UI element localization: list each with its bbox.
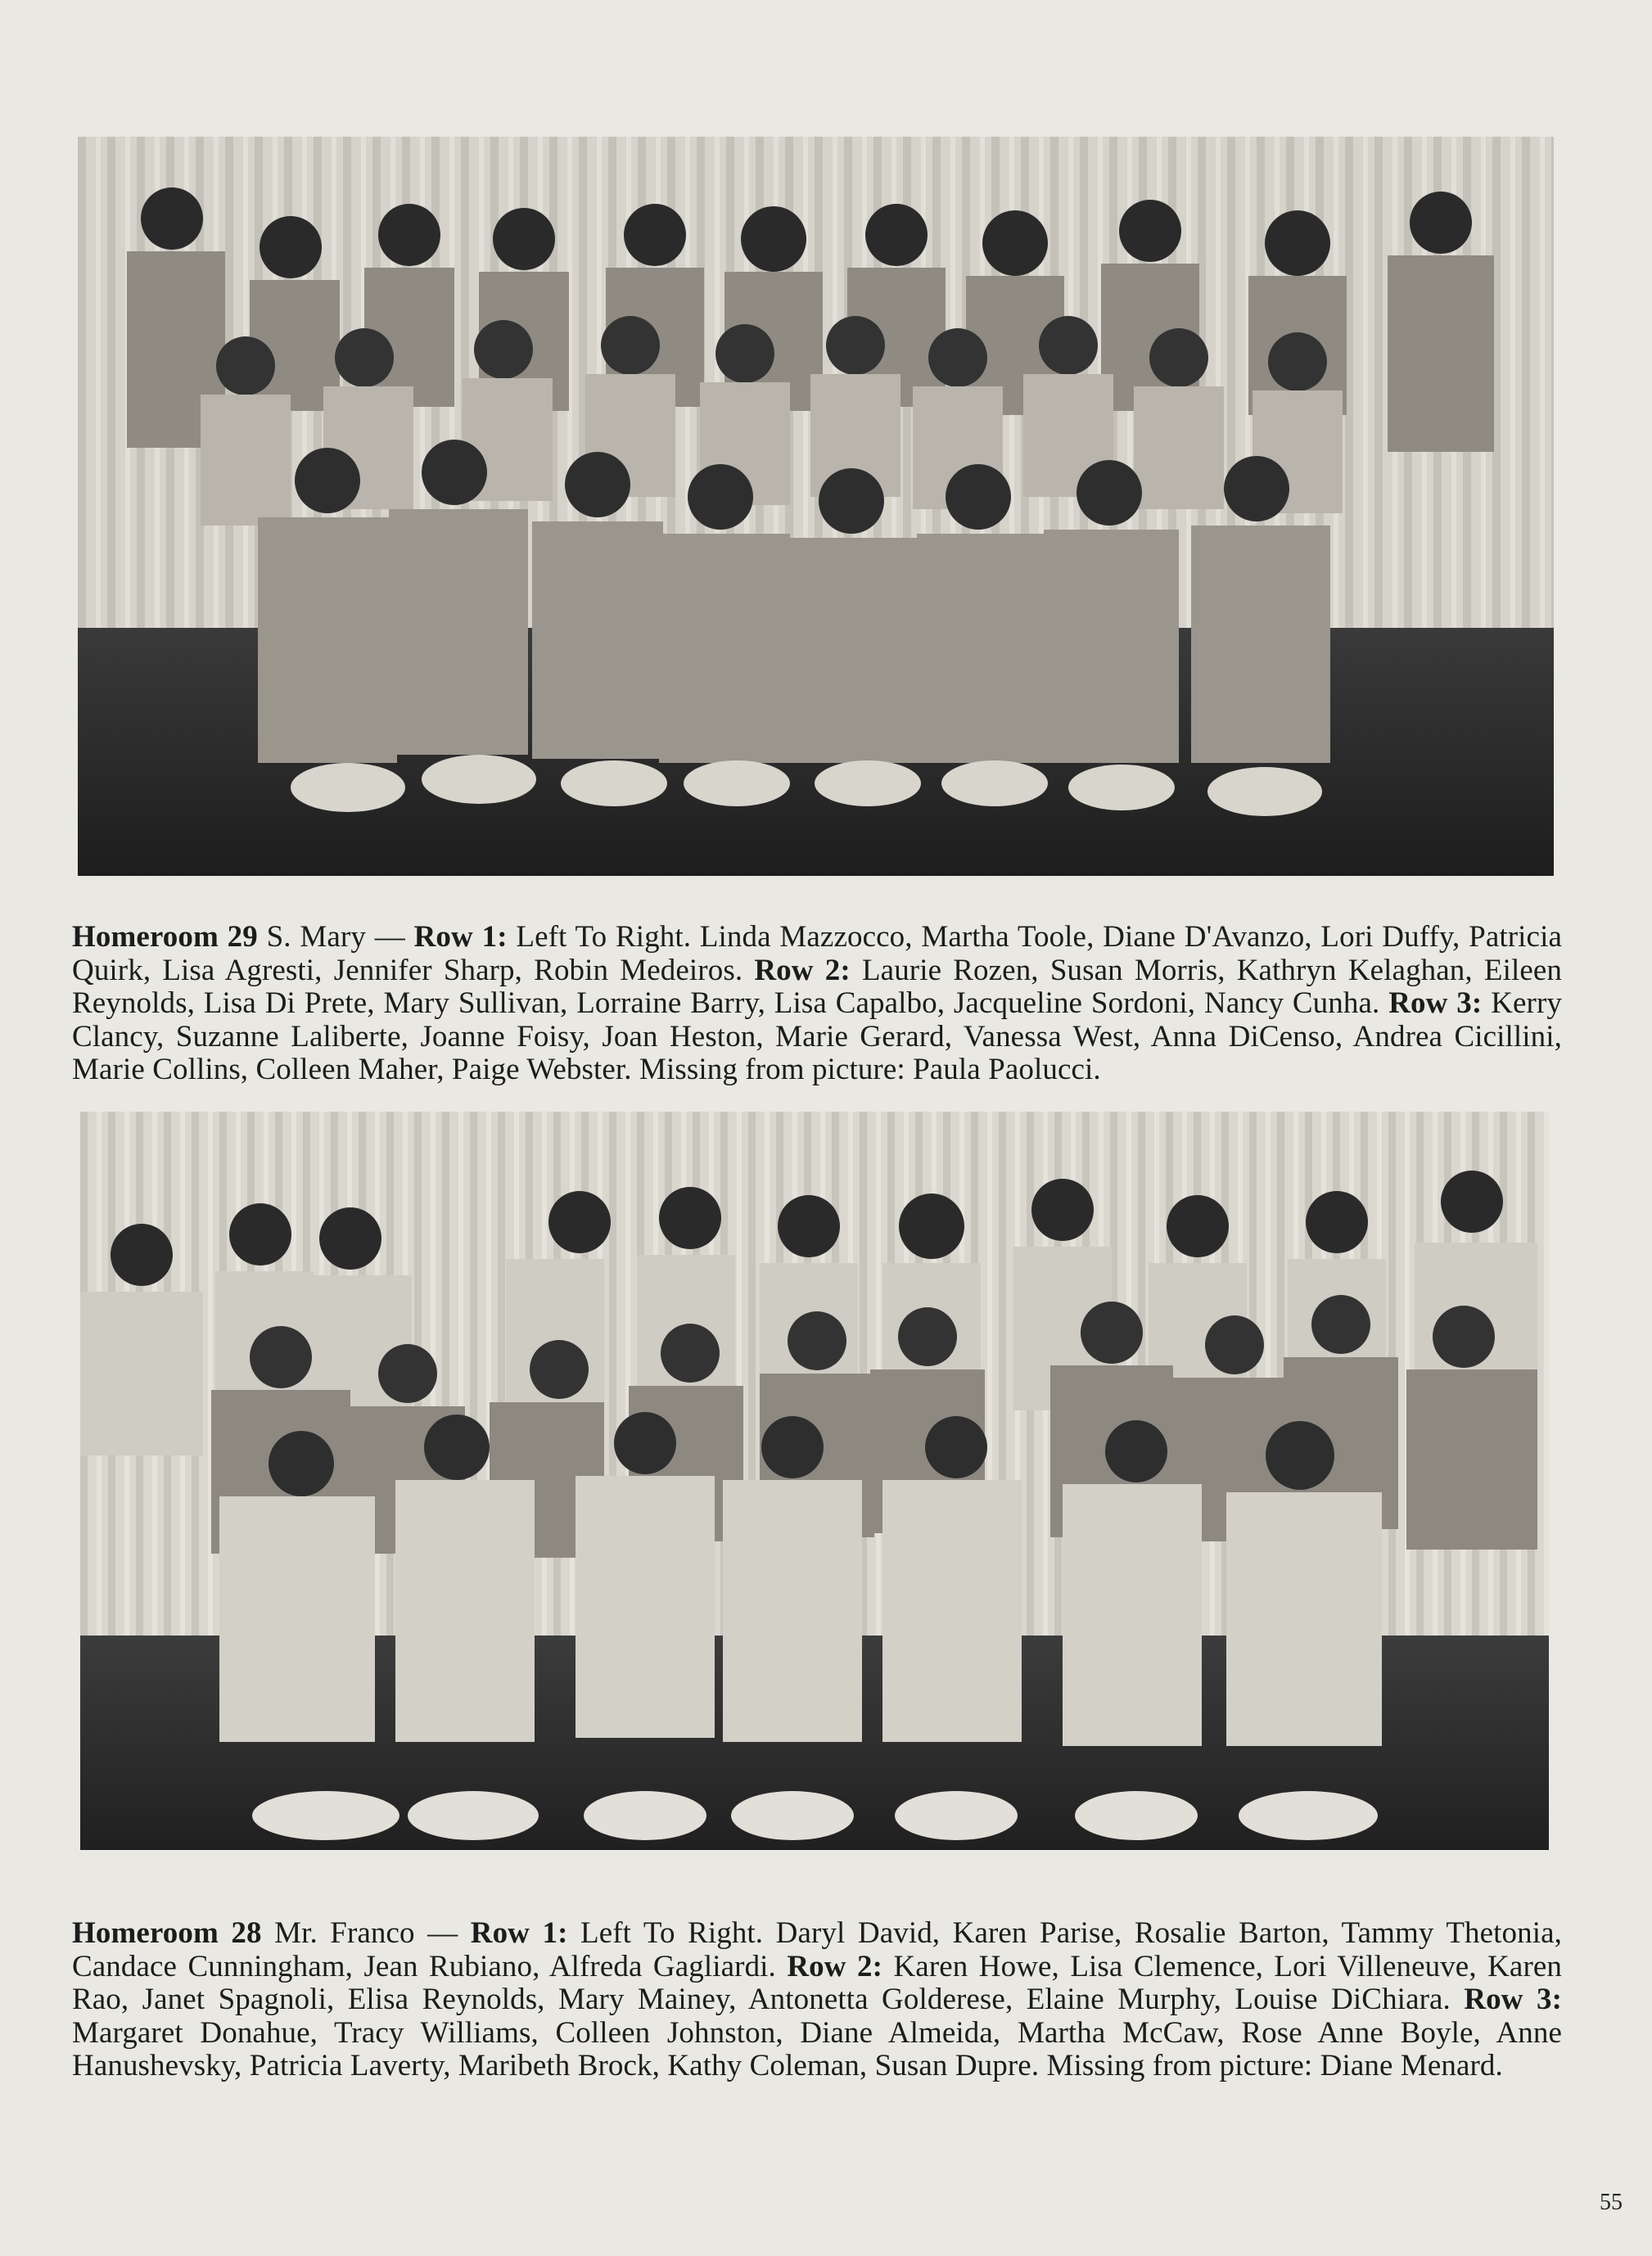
homeroom-29-row-2-label: Row 2: bbox=[754, 953, 851, 987]
homeroom-29-caption bbox=[72, 921, 1562, 1087]
homeroom-29-group-photo bbox=[78, 137, 1554, 876]
homeroom-28-photo-image bbox=[80, 1112, 1549, 1850]
homeroom-28-caption bbox=[72, 1917, 1562, 2083]
homeroom-28-row-3-label: Row 3: bbox=[1464, 1983, 1562, 2016]
homeroom-29-row-3-names: Kerry Clancy, Suzanne Laliberte, Joanne Foisy, Joan Heston, Marie Gerard, Vanessa West, Anna DiCenso, Andrea Cicillini, Marie Collins, Colleen Maher, Paige Webster. Missing from picture: Paula Paolucci. bbox=[72, 986, 1562, 1086]
homeroom-29-teacher: S. Mary — bbox=[266, 920, 405, 954]
homeroom-28-row-2-label: Row 2: bbox=[787, 1949, 883, 1983]
homeroom-28-group-photo bbox=[80, 1112, 1549, 1850]
homeroom-28-title: Homeroom 28 bbox=[72, 1916, 262, 1950]
homeroom-29-photo-image bbox=[78, 137, 1554, 876]
homeroom-29-row-3-label: Row 3: bbox=[1388, 986, 1483, 1020]
homeroom-28-row-1-names: Left To Right. Daryl David, Karen Parise, Rosalie Barton, Tammy Thetonia, Candace Cunningham, Jean Rubiano, Alfreda Gagliardi. bbox=[72, 1916, 1563, 1983]
page-number: 55 bbox=[1600, 2190, 1623, 2215]
homeroom-28-row-2-names: Karen Howe, Lisa Clemence, Lori Villeneuve, Karen Rao, Janet Spagnoli, Elisa Reynolds, Mary Mainey, Antonetta Golderese, Elaine Murphy, Louise DiChiara. bbox=[72, 1949, 1562, 2016]
homeroom-29-title: Homeroom 29 bbox=[72, 920, 258, 954]
homeroom-28-row-3-names: Margaret Donahue, Tracy Williams, Colleen Johnston, Diane Almeida, Martha McCaw, Rose Anne Boyle, Anne Hanushevsky, Patricia Laverty, Maribeth Brock, Kathy Coleman, Susan Dupre. Missing from picture: Diane Menard. bbox=[72, 2015, 1562, 2082]
homeroom-29-row-2-names: Laurie Rozen, Susan Morris, Kathryn Kelaghan, Eileen Reynolds, Lisa Di Prete, Mary Sullivan, Lorraine Barry, Lisa Capalbo, Jacqueline Sordoni, Nancy Cunha. bbox=[72, 953, 1563, 1020]
homeroom-29-row-1-names: Left To Right. Linda Mazzocco, Martha Toole, Diane D'Avanzo, Lori Duffy, Patricia Quirk, Lisa Agresti, Jennifer Sharp, Robin Medeiros. bbox=[72, 920, 1562, 987]
homeroom-29-row-1-label: Row 1: bbox=[413, 920, 508, 954]
homeroom-28-row-1-label: Row 1: bbox=[470, 1916, 568, 1950]
homeroom-28-teacher: Mr. Franco — bbox=[274, 1916, 458, 1950]
